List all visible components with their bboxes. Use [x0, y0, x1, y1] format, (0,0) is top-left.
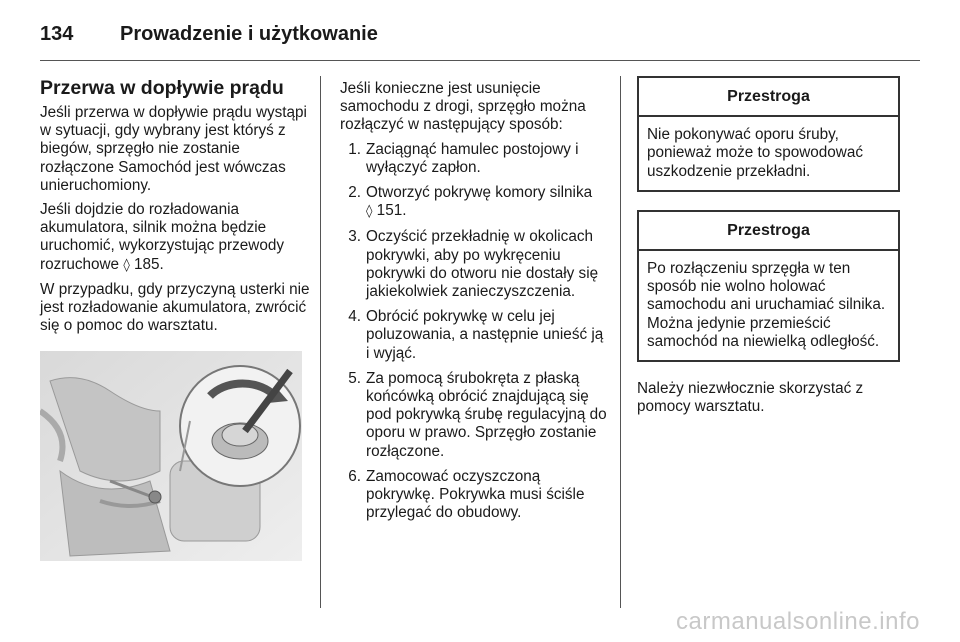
step-number: 5. — [348, 369, 361, 387]
step-text-body: Otworzyć pokrywę komory silnika — [366, 184, 593, 202]
step-text: Zaciągnąć hamulec postojowy i wyłączyć zapłon. — [366, 140, 579, 176]
page-reference-arrow-icon: ◊ — [366, 204, 373, 220]
step-number: 4. — [348, 308, 361, 326]
step-number: 2. — [348, 184, 361, 202]
page-header — [40, 14, 378, 54]
watermark: carmanualsonline.info — [676, 608, 920, 635]
caution-body: Nie pokonywać oporu śruby, ponieważ może to spowodować uszkodzenie przekładni. — [647, 126, 863, 180]
step-item — [340, 228, 608, 301]
procedure-steps — [340, 141, 608, 523]
step-item — [340, 308, 608, 363]
step-number: 3. — [348, 228, 361, 246]
caution-box — [637, 76, 900, 192]
step-item — [340, 184, 608, 221]
page-reference-number: 151. — [372, 202, 407, 220]
step-text: Za pomocą śrubokręta z płaską końcówką obrócić znajdującą się pod pokrywką śrubę regulacyjną do oporu w prawo. Sprzęgło zostanie rozłączone. — [366, 369, 607, 460]
column-divider-left — [320, 76, 321, 608]
step-text: Zamocować oczyszczoną pokrywkę. Pokrywka musi ściśle przylegać do obudowy. — [366, 467, 585, 522]
caution-heading: Przestroga — [639, 78, 898, 117]
page-reference-arrow-icon: ◊ — [123, 257, 130, 273]
caution-box — [637, 210, 900, 362]
step-text — [366, 184, 608, 221]
caution-body: Po rozłączeniu sprzęgła w ten sposób nie wolno holować samochodu ani uruchamiać silnika. Można jedynie przemieścić samochód na niewielką odległość. — [647, 260, 886, 350]
chapter-title: Prowadzenie i użytkowanie — [120, 22, 378, 45]
paragraph-battery — [40, 201, 312, 275]
step-item — [340, 370, 608, 461]
workshop-note: Należy niezwłocznie skorzystać z pomocy warsztatu. — [637, 380, 864, 416]
clutch-cover-illustration — [40, 351, 302, 561]
page-reference-number: 185. — [129, 255, 164, 273]
column-divider-right — [620, 76, 621, 608]
left-column — [40, 76, 312, 561]
step-text: Oczyścić przekładnię w okolicach pokrywki, aby po wykręceniu pokrywki do otworu nie dostały się jakiekolwiek zanieczyszczenia. — [366, 228, 599, 301]
paragraph-battery-text: Jeśli dojdzie do rozładowania akumulatora, silnik można będzie uruchomić, wykorzystując przewody rozruchowe — [40, 201, 284, 273]
paragraph-workshop: W przypadku, gdy przyczyną usterki nie jest rozładowanie akumulatora, zwrócić się o pomoc do warsztatu. — [40, 280, 310, 335]
header-divider — [40, 60, 920, 61]
middle-column — [340, 80, 608, 529]
paragraph-gear-engaged: Jeśli przerwa w dopływie prądu wystąpi w sytuacji, gdy wybrany jest któryś z biegów, sprzęgło nie zostanie rozłączone Samochód jest wówczas unieruchomiony. — [40, 104, 307, 194]
step-item — [340, 468, 608, 523]
step-number: 1. — [348, 140, 361, 158]
steps-intro: Jeśli konieczne jest usunięcie samochodu z drogi, sprzęgło można rozłączyć w następujący sposób: — [340, 80, 586, 134]
right-column — [637, 76, 900, 416]
step-text: Obrócić pokrywkę w celu jej poluzowania, a następnie unieść ją i wyjąć. — [366, 308, 604, 362]
step-number: 6. — [348, 467, 361, 485]
caution-heading: Przestroga — [639, 212, 898, 251]
step-item — [340, 141, 608, 177]
page-number: 134 — [40, 22, 74, 45]
section-title: Przerwa w dopływie prądu — [40, 77, 284, 99]
